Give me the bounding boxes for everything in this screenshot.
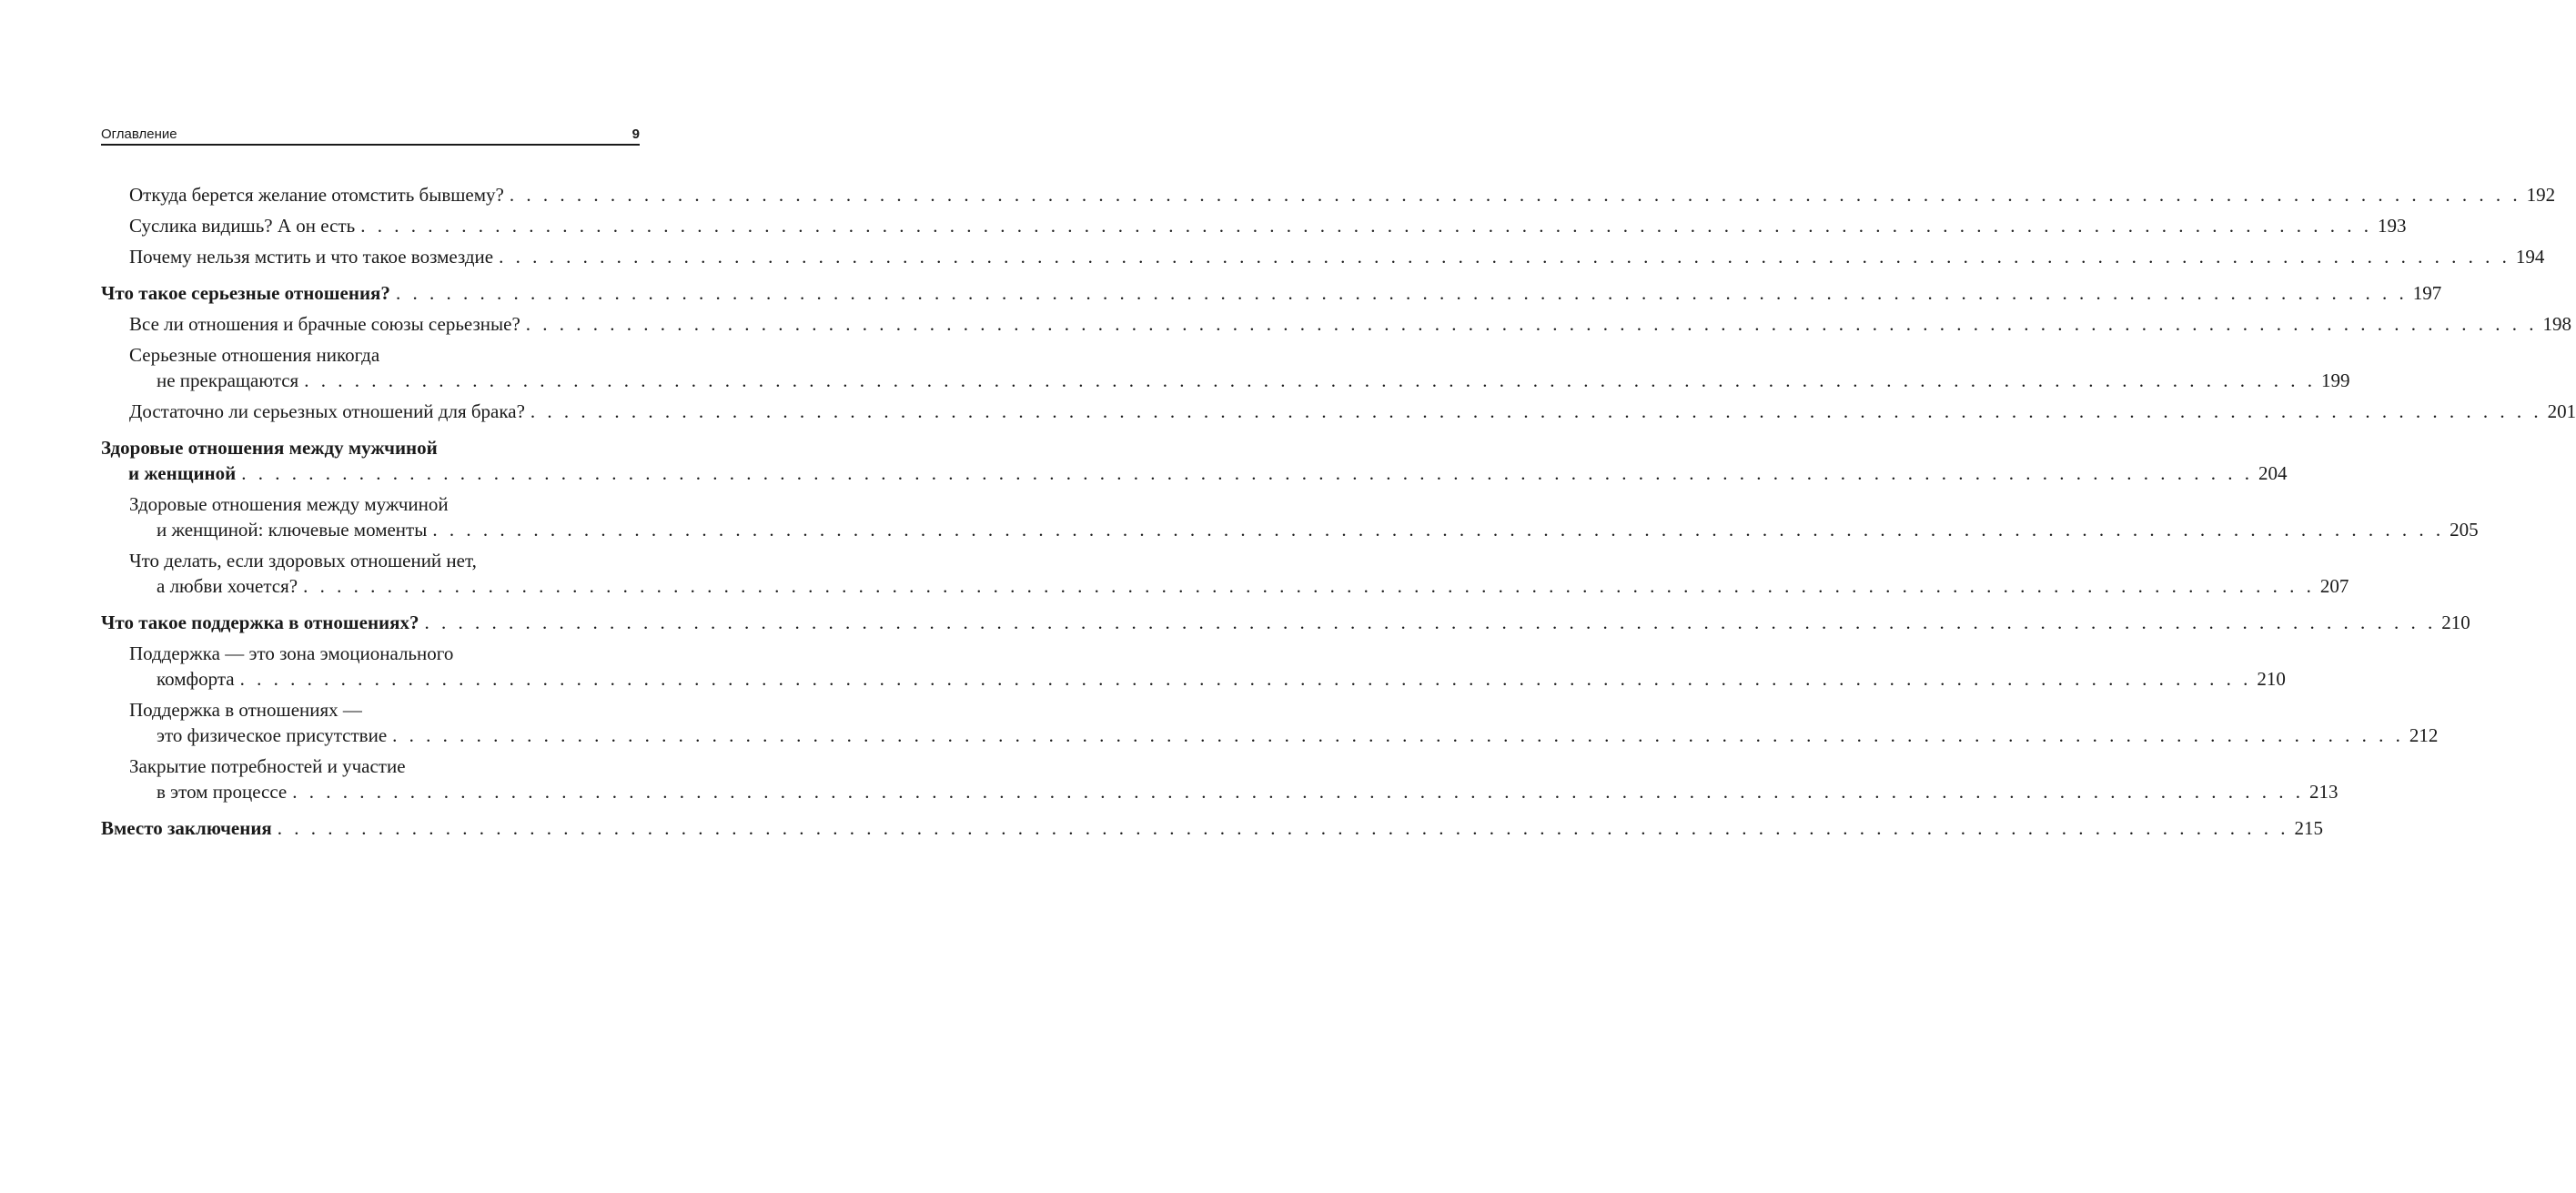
dot-leader: . . . . . . . . . . . . . . . . . . . . . . . . . . . . . . . . . . . . . . . . . . . . . . . . . . . . . . . . . . . . . . . . . . . . . . . . . . . . . . . . . . . . . . . . . . . . . . . . . . . . . . . . . . . . . . . . . . . . . . . . [360, 215, 2372, 237]
toc-page-number: 210 [2441, 612, 2470, 633]
toc-entry-row [129, 368, 2350, 393]
toc-entry-title: Откуда берется желание отомстить бывшему? [129, 184, 504, 206]
toc-section-entry [101, 311, 2572, 337]
toc-section-entry [101, 641, 2286, 692]
toc-section-entry [101, 182, 2556, 207]
toc-page-number: 204 [2258, 462, 2288, 484]
toc-entry-row [129, 311, 2572, 337]
toc-entry-row [129, 723, 2439, 748]
toc-entry-title-line: Серьезные отношения никогда [129, 344, 380, 366]
toc-entry-row [101, 280, 2442, 306]
toc-chapter-entry [101, 280, 2442, 306]
toc-section-entry [101, 491, 2479, 542]
toc-page-number: 198 [2542, 313, 2572, 335]
toc-page-number: 210 [2257, 668, 2286, 690]
toc-entry-title-line: Поддержка в отношениях — [129, 699, 362, 721]
dot-leader: . . . . . . . . . . . . . . . . . . . . . . . . . . . . . . . . . . . . . . . . . . . . . . . . . . . . . . . . . . . . . . . . . . . . . . . . . . . . . . . . . . . . . . . . . . . . . . . . . . . . . . . . . . . . . . . . . . . . . . . . [432, 519, 2445, 541]
toc-page-number: 201 [2547, 400, 2576, 422]
toc-page-number: 199 [2320, 369, 2350, 391]
toc-chapter-entry [101, 435, 2288, 486]
dot-leader: . . . . . . . . . . . . . . . . . . . . . . . . . . . . . . . . . . . . . . . . . . . . . . . . . . . . . . . . . . . . . . . . . . . . . . . . . . . . . . . . . . . . . . . . . . . . . . . . . . . . . . . . . . . . . . . . . . . . . . . . [392, 724, 2404, 746]
toc-entry-title: Что такое серьезные отношения? [101, 282, 390, 304]
toc-page-number: 205 [2450, 519, 2479, 541]
toc-entry-title: Почему нельзя мстить и что такое возмездие [129, 246, 494, 268]
toc-entry-title: Вместо заключения [101, 817, 272, 839]
toc-section-entry [101, 697, 2439, 748]
toc-page-number: 193 [2377, 215, 2407, 237]
dot-leader: . . . . . . . . . . . . . . . . . . . . . . . . . . . . . . . . . . . . . . . . . . . . . . . . . . . . . . . . . . . . . . . . . . . . . . . . . . . . . . . . . . . . . . . . . . . . . . . . . . . . . . . . . . . . . . . . . . . . . . . . [304, 369, 2316, 391]
dot-leader: . . . . . . . . . . . . . . . . . . . . . . . . . . . . . . . . . . . . . . . . . . . . . . . . . . . . . . . . . . . . . . . . . . . . . . . . . . . . . . . . . . . . . . . . . . . . . . . . . . . . . . . . . . . . . . . . . . . . . . . . [239, 668, 2252, 690]
toc-entry-row [129, 244, 2545, 269]
toc-entry-row [129, 399, 2576, 424]
dot-leader: . . . . . . . . . . . . . . . . . . . . . . . . . . . . . . . . . . . . . . . . . . . . . . . . . . . . . . . . . . . . . . . . . . . . . . . . . . . . . . . . . . . . . . . . . . . . . . . . . . . . . . . . . . . . . . . . . . . . . . . . [277, 817, 2289, 839]
toc-entry-title-line: Закрытие потребностей и участие [129, 755, 406, 777]
toc-entry-row [129, 666, 2286, 692]
toc-entry-row [101, 815, 2324, 841]
toc-section-entry [101, 753, 2339, 804]
toc-entry-title: в этом процессе [157, 781, 288, 803]
toc-entry-title-line: Здоровые отношения между мужчиной [101, 437, 438, 459]
toc-section-entry [101, 213, 2407, 238]
table-of-contents [101, 182, 2576, 841]
toc-chapter-entry [101, 815, 2324, 841]
toc-entry-title-line: Поддержка — это зона эмоционального [129, 642, 454, 664]
toc-page-number: 192 [2526, 184, 2556, 206]
toc-entry-row [129, 517, 2479, 542]
toc-page-number: 212 [2409, 724, 2439, 746]
toc-entry-row [129, 779, 2339, 804]
toc-entry-row [101, 460, 2288, 486]
toc-entry-title-line: Что делать, если здоровых отношений нет, [129, 550, 477, 571]
toc-entry-row [101, 610, 2470, 635]
dot-leader: . . . . . . . . . . . . . . . . . . . . . . . . . . . . . . . . . . . . . . . . . . . . . . . . . . . . . . . . . . . . . . . . . . . . . . . . . . . . . . . . . . . . . . . . . . . . . . . . . . . . . . . . . . . . . . . . . . . . . . . . [530, 400, 2542, 422]
toc-entry-title-line: Здоровые отношения между мужчиной [129, 493, 449, 515]
running-header [101, 118, 640, 142]
dot-leader: . . . . . . . . . . . . . . . . . . . . . . . . . . . . . . . . . . . . . . . . . . . . . . . . . . . . . . . . . . . . . . . . . . . . . . . . . . . . . . . . . . . . . . . . . . . . . . . . . . . . . . . . . . . . . . . . . . . . . . . . [499, 246, 2510, 268]
toc-page-number: 194 [2515, 246, 2545, 268]
dot-leader: . . . . . . . . . . . . . . . . . . . . . . . . . . . . . . . . . . . . . . . . . . . . . . . . . . . . . . . . . . . . . . . . . . . . . . . . . . . . . . . . . . . . . . . . . . . . . . . . . . . . . . . . . . . . . . . . . . . . . . . . [241, 462, 2253, 484]
toc-entry-title: а любви хочется? [157, 575, 298, 597]
toc-entry-title: Суслика видишь? А он есть [129, 215, 356, 237]
toc-entry-title: и женщиной [128, 462, 237, 484]
toc-entry-title: Что такое поддержка в отношениях? [101, 612, 419, 633]
header-page-number: 9 [631, 126, 640, 142]
dot-leader: . . . . . . . . . . . . . . . . . . . . . . . . . . . . . . . . . . . . . . . . . . . . . . . . . . . . . . . . . . . . . . . . . . . . . . . . . . . . . . . . . . . . . . . . . . . . . . . . . . . . . . . . . . . . . . . . . . . . . . . . [424, 612, 2437, 633]
toc-page-number: 197 [2412, 282, 2442, 304]
toc-page-number: 207 [2319, 575, 2349, 597]
toc-entry-row [129, 182, 2556, 207]
toc-entry-title: и женщиной: ключевые моменты [157, 519, 428, 541]
header-title: Оглавление [101, 126, 177, 142]
header-rule [101, 144, 640, 146]
toc-entry-title: комфорта [157, 668, 235, 690]
toc-section-entry [101, 399, 2576, 424]
toc-page-number: 215 [2294, 817, 2324, 839]
toc-entry-title: Достаточно ли серьезных отношений для брака? [129, 400, 525, 422]
toc-section-entry [101, 548, 2349, 599]
toc-section-entry [101, 342, 2350, 393]
dot-leader: . . . . . . . . . . . . . . . . . . . . . . . . . . . . . . . . . . . . . . . . . . . . . . . . . . . . . . . . . . . . . . . . . . . . . . . . . . . . . . . . . . . . . . . . . . . . . . . . . . . . . . . . . . . . . . . . . . . . . . . . [395, 282, 2408, 304]
toc-entry-title: это физическое присутствие [157, 724, 388, 746]
toc-page-number: 213 [2309, 781, 2339, 803]
dot-leader: . . . . . . . . . . . . . . . . . . . . . . . . . . . . . . . . . . . . . . . . . . . . . . . . . . . . . . . . . . . . . . . . . . . . . . . . . . . . . . . . . . . . . . . . . . . . . . . . . . . . . . . . . . . . . . . . . . . . . . . . [292, 781, 2305, 803]
toc-chapter-entry [101, 610, 2470, 635]
toc-section-entry [101, 244, 2545, 269]
dot-leader: . . . . . . . . . . . . . . . . . . . . . . . . . . . . . . . . . . . . . . . . . . . . . . . . . . . . . . . . . . . . . . . . . . . . . . . . . . . . . . . . . . . . . . . . . . . . . . . . . . . . . . . . . . . . . . . . . . . . . . . . [525, 313, 2538, 335]
toc-entry-row [129, 213, 2407, 238]
toc-entry-title: Все ли отношения и брачные союзы серьезные? [129, 313, 520, 335]
dot-leader: . . . . . . . . . . . . . . . . . . . . . . . . . . . . . . . . . . . . . . . . . . . . . . . . . . . . . . . . . . . . . . . . . . . . . . . . . . . . . . . . . . . . . . . . . . . . . . . . . . . . . . . . . . . . . . . . . . . . . . . . [509, 184, 2521, 206]
dot-leader: . . . . . . . . . . . . . . . . . . . . . . . . . . . . . . . . . . . . . . . . . . . . . . . . . . . . . . . . . . . . . . . . . . . . . . . . . . . . . . . . . . . . . . . . . . . . . . . . . . . . . . . . . . . . . . . . . . . . . . . . [303, 575, 2315, 597]
toc-entry-row [129, 573, 2349, 599]
toc-entry-title: не прекращаются [157, 369, 299, 391]
